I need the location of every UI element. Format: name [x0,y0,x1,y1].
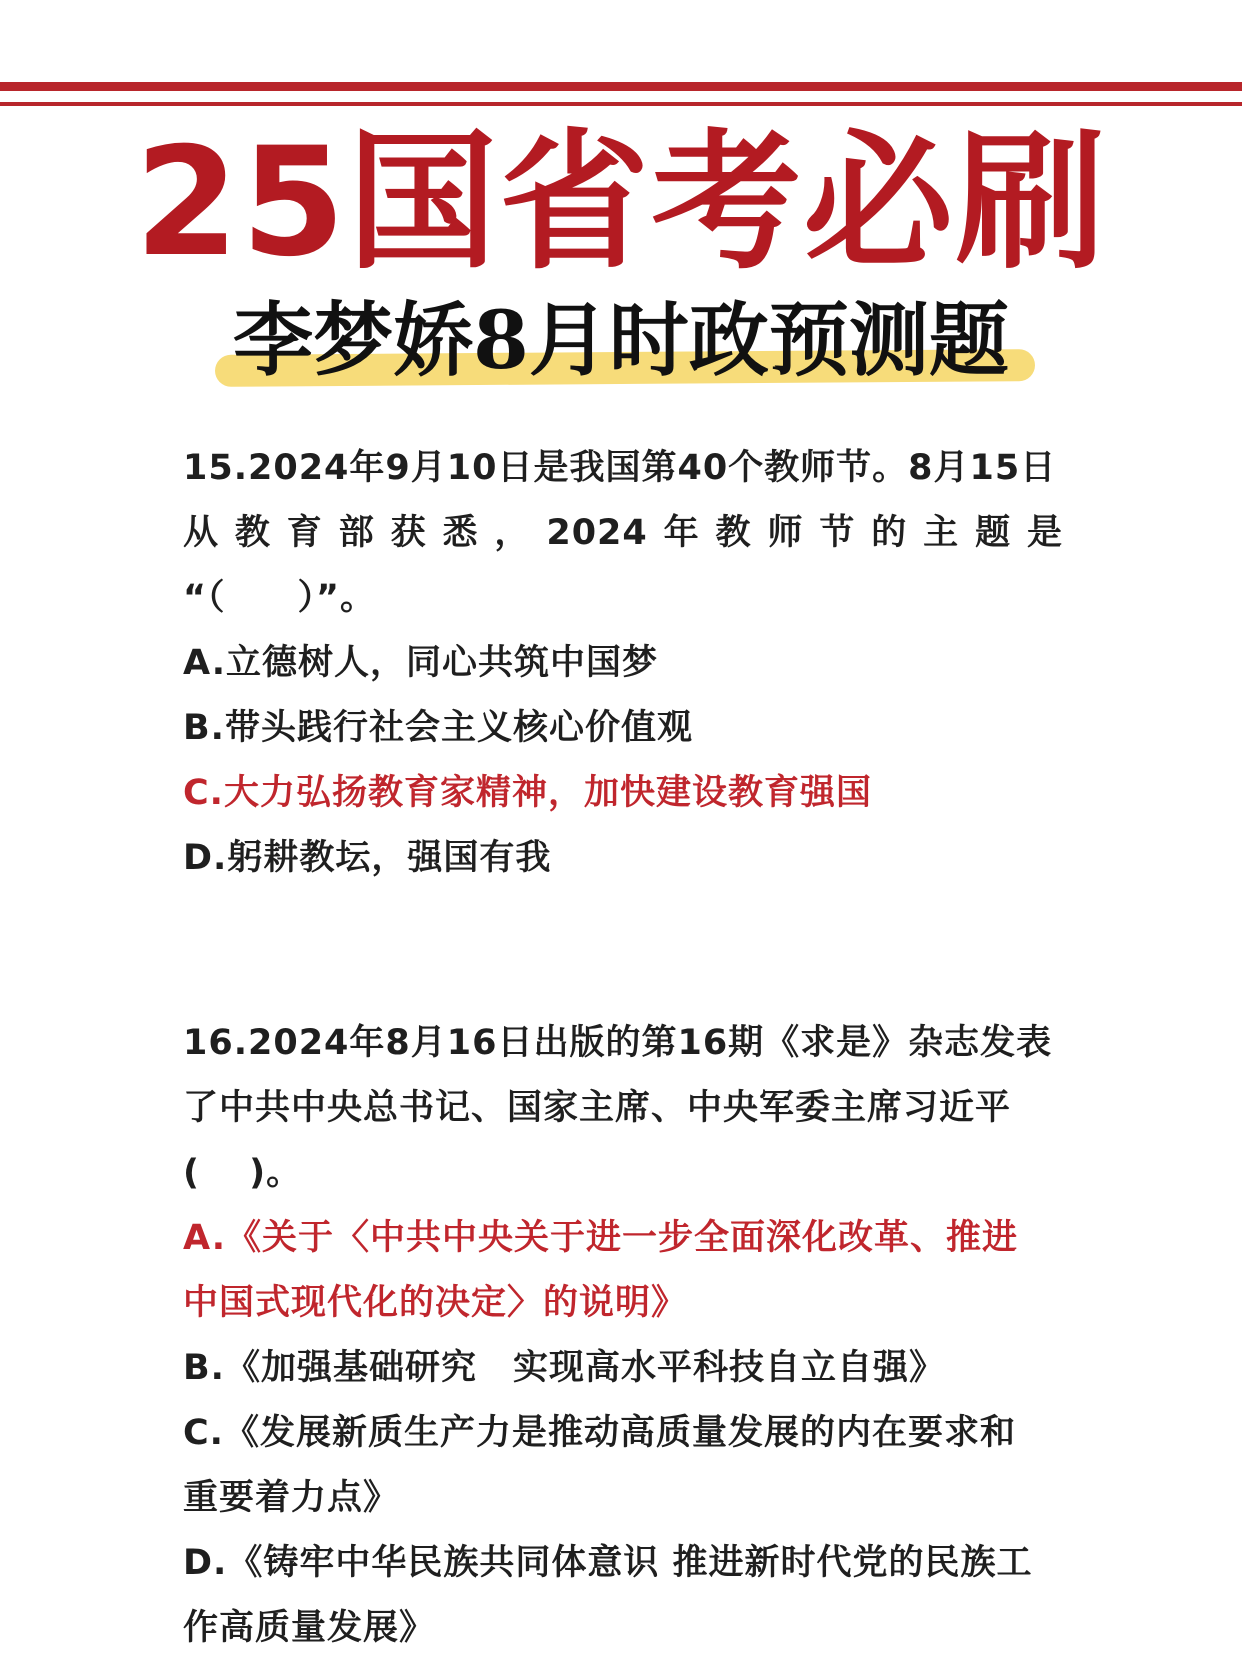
question-15 [183,436,1063,891]
question-16-line-2: 了中共中央总书记、国家主席、中央军委主席习近平 [183,1088,1012,1128]
subtitle-block [0,290,1242,400]
page-title: 25国省考必刷 [134,116,1108,290]
question-16-option-b: B.《加强基础研究 实现高水平科技自立自强》 [183,1348,945,1388]
question-spacer [183,891,1063,1011]
question-15-option-a: A.立德树人，同心共筑中国梦 [183,643,659,683]
question-16-option-c-line-1: C.《发展新质生产力是推动高质量发展的内在要求和 [183,1413,1016,1453]
question-15-option-d: D.躬耕教坛，强国有我 [183,838,552,878]
page-subtitle: 李梦娇8月时政预测题 [233,293,1009,387]
question-16-line-1: 16.2024年8月16日出版的第16期《求是》杂志发表 [183,1023,1053,1063]
question-16-option-d-line-2: 作高质量发展》 [183,1608,436,1648]
question-15-line-2: 从教育部获悉，2024年教师节的主题是 [183,513,1063,553]
question-list [183,436,1063,1661]
header-rule-thick [0,82,1242,91]
question-16-line-3: ( )。 [183,1153,303,1193]
question-16-option-c-line-2: 重要着力点》 [183,1478,400,1518]
header-rule-thin [0,102,1242,106]
question-16-option-a-answer-line-1: A.《关于〈中共中央关于进一步全面深化改革、推进 [183,1218,1019,1258]
question-16-option-a-answer-line-2: 中国式现代化的决定〉的说明》 [183,1283,688,1323]
question-16 [183,1011,1063,1661]
question-15-option-c-answer: C.大力弘扬教育家精神，加快建设教育强国 [183,773,872,813]
question-15-option-b: B.带头践行社会主义核心价值观 [183,708,693,748]
question-15-line-1: 15.2024年9月10日是我国第40个教师节。8月15日 [183,448,1057,488]
question-16-option-d-line-1: D.《铸牢中华民族共同体意识 推进新时代党的民族工 [183,1543,1033,1583]
question-15-line-3: “（ ）”。 [183,578,377,618]
